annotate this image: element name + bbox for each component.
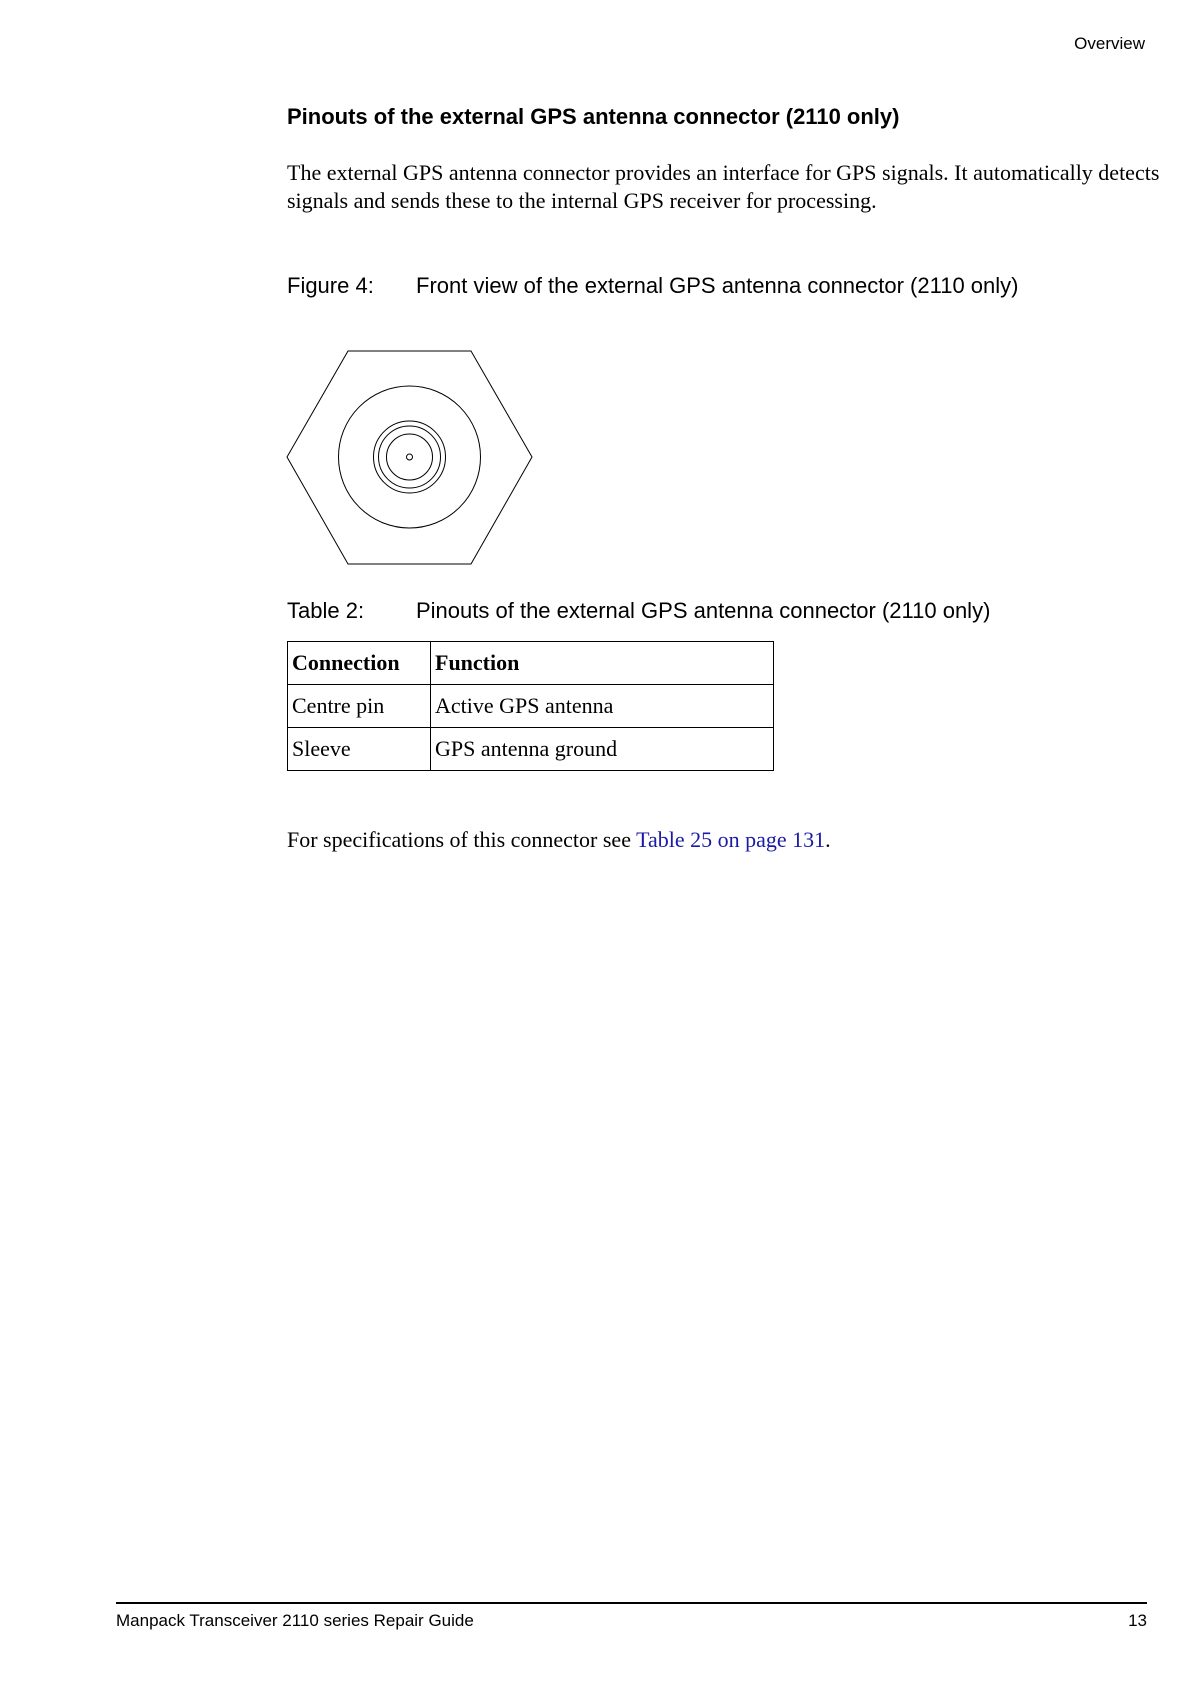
spec-reference-suffix: . xyxy=(825,827,831,852)
running-header: Overview xyxy=(1074,34,1145,53)
table-cell-function: GPS antenna ground xyxy=(431,728,774,771)
table-25-link[interactable]: Table 25 on page 131 xyxy=(636,827,826,852)
table-header-row xyxy=(288,642,774,685)
centre-pin xyxy=(407,454,413,460)
sleeve-middle-ring xyxy=(379,426,441,488)
footer-page-number: 13 xyxy=(1128,1611,1147,1630)
table-caption xyxy=(287,598,990,624)
hex-nut-outline xyxy=(287,351,532,564)
outer-body-ring xyxy=(339,386,481,528)
footer-document-title: Manpack Transceiver 2110 series Repair Guide xyxy=(116,1611,474,1630)
gps-connector-diagram xyxy=(286,350,533,565)
footer-divider xyxy=(116,1602,1147,1604)
figure-label: Figure 4: xyxy=(287,273,374,298)
table-row xyxy=(288,685,774,728)
intro-paragraph: The external GPS antenna connector provides an interface for GPS signals. It automatically detects signals and sends these to the internal GPS receiver for processing. xyxy=(287,160,1160,213)
table-label: Table 2: xyxy=(287,598,365,623)
figure-caption xyxy=(287,273,1019,299)
spec-reference xyxy=(287,827,831,853)
sleeve-inner-ring xyxy=(387,434,433,480)
table-title: Pinouts of the external GPS antenna connector (2110 only) xyxy=(416,598,991,623)
table-cell-connection: Sleeve xyxy=(288,728,431,771)
table-cell-connection: Centre pin xyxy=(288,685,431,728)
pinout-table xyxy=(287,641,774,771)
column-header-connection: Connection xyxy=(288,642,431,685)
section-heading: Pinouts of the external GPS antenna connector (2110 only) xyxy=(287,104,900,129)
spec-reference-prefix: For specifications of this connector see xyxy=(287,827,637,852)
sleeve-outer-ring xyxy=(374,421,446,493)
column-header-function: Function xyxy=(431,642,774,685)
table-cell-function: Active GPS antenna xyxy=(431,685,774,728)
figure-title: Front view of the external GPS antenna connector (2110 only) xyxy=(416,273,1019,298)
table-row xyxy=(288,728,774,771)
